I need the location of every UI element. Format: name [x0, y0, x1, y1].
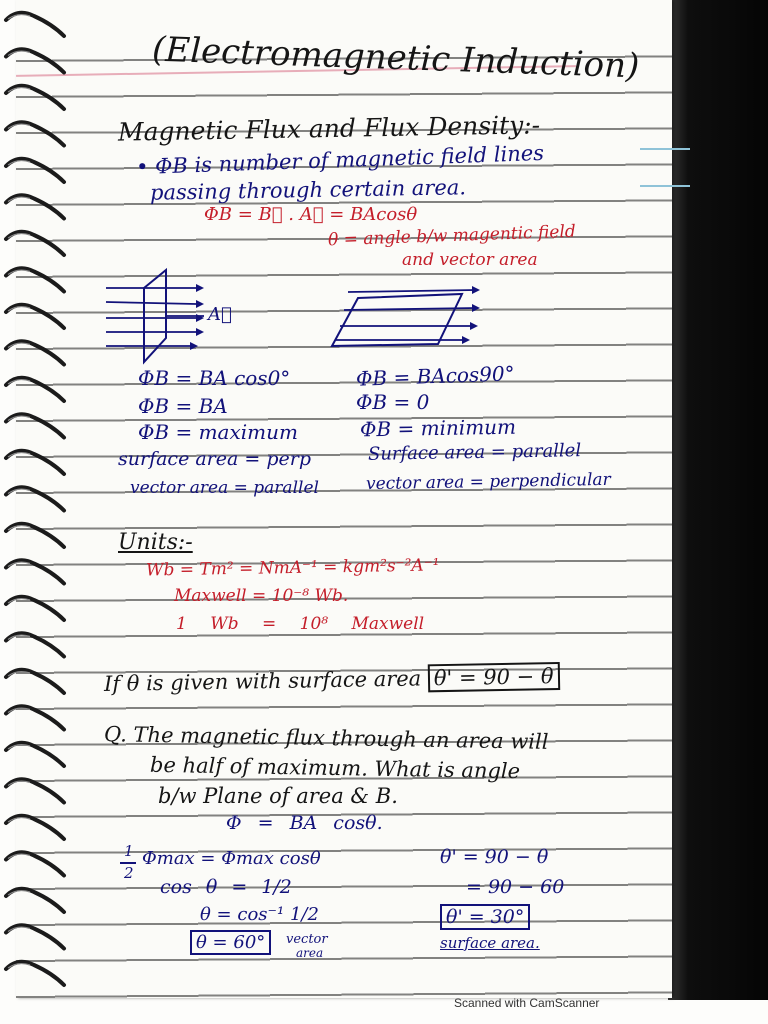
theta-note-text: If θ is given with surface area — [103, 666, 422, 696]
fraction-denominator: 2 — [124, 864, 134, 882]
theta-definition-1: θ = angle b/w magentic field — [327, 221, 577, 251]
spiral-ring — [6, 487, 64, 510]
spiral-ring — [6, 49, 64, 72]
spiral-ring — [6, 706, 64, 729]
spiral-ring — [6, 451, 64, 474]
spiral-ring — [6, 633, 64, 656]
question-line-3: b/w Plane of area & B. — [158, 784, 398, 808]
spiral-ring — [6, 889, 64, 912]
theta-note-boxed: θ' = 90 − θ — [428, 662, 560, 692]
fraction-numerator: 1 — [124, 842, 134, 860]
flux-formula: ΦB = B⃗ . A⃗ = BAcosθ — [204, 204, 418, 225]
spiral-ring — [6, 195, 64, 218]
page-title: (Electromagnetic Induction) — [151, 29, 640, 87]
spiral-ring — [6, 816, 64, 839]
units-line-1: Wb = Tm² = NmA⁻¹ = kgm²s⁻²A⁻¹ — [145, 555, 440, 581]
spiral-ring — [6, 122, 64, 145]
units-heading: Units:- — [118, 530, 193, 555]
question-line-2: be half of maximum. What is angle — [149, 752, 521, 784]
dark-background-edge — [668, 0, 768, 1000]
theta-definition-2: and vector area — [402, 250, 538, 270]
left-case-line-1: ΦB = BA cos0° — [138, 366, 291, 390]
definition-line-1: • ΦB is number of magnetic field lines — [135, 140, 545, 180]
question-line-1: Q. The magnetic flux through an area will — [103, 722, 549, 754]
spiral-ring — [6, 378, 64, 401]
solution-right-boxed: θ' = 30° — [440, 904, 530, 930]
blue-rule — [640, 185, 690, 187]
spiral-ring — [6, 962, 64, 985]
spiral-ring — [6, 560, 64, 583]
spiral-ring — [6, 670, 64, 693]
area-vector-label: A⃗ — [208, 304, 232, 325]
blue-rule — [640, 148, 690, 150]
spiral-ring — [6, 13, 64, 36]
spiral-ring — [6, 159, 64, 182]
definition-line-2: passing through certain area. — [149, 175, 467, 205]
solution-left-note-1: vector — [286, 932, 328, 947]
scanner-watermark: Scanned with CamScanner — [454, 996, 600, 1010]
parallel-field-figure — [326, 280, 486, 360]
solution-right-note: surface area. — [440, 934, 540, 952]
spiral-ring — [6, 779, 64, 802]
solution-left-boxed: θ = 60° — [190, 930, 271, 955]
left-case-line-3: ΦB = maximum — [138, 420, 298, 444]
solution-right-line-2: = 90 − 60 — [466, 876, 565, 898]
spiral-ring — [6, 597, 64, 620]
right-case-line-2: ΦB = 0 — [356, 390, 430, 414]
spiral-binding — [0, 0, 90, 1000]
question-line-4: Φ = BA cosθ. — [226, 812, 383, 834]
solution-left-line-3: θ = cos⁻¹ 1/2 — [200, 904, 319, 925]
spiral-ring — [6, 852, 64, 875]
left-case-line-5: vector area = parallel — [130, 478, 319, 498]
solution-left-line-2: cos θ = 1/2 — [160, 876, 292, 898]
solution-right-line-1: θ' = 90 − θ — [440, 846, 549, 868]
section-heading: Magnetic Flux and Flux Density:- — [117, 110, 541, 147]
spiral-ring — [6, 341, 64, 364]
right-case-line-1: ΦB = BAcos90° — [355, 361, 516, 391]
right-case-line-5: vector area = perpendicular — [365, 469, 611, 495]
units-line-3: 1 Wb = 10⁸ Maxwell — [176, 614, 425, 634]
left-case-line-4: surface area = perp — [118, 448, 311, 470]
spiral-ring — [6, 414, 64, 437]
spiral-ring — [6, 268, 64, 291]
spiral-ring — [6, 305, 64, 328]
units-line-2: Maxwell = 10⁻⁸ Wb. — [174, 586, 349, 606]
left-case-line-2: ΦB = BA — [138, 394, 228, 418]
solution-left-line-1: Φmax = Φmax cosθ — [142, 848, 321, 869]
solution-left-note-2: area — [296, 946, 324, 960]
spiral-ring — [6, 743, 64, 766]
spiral-ring — [6, 925, 64, 948]
right-case-line-3: ΦB = minimum — [359, 414, 517, 442]
right-case-line-4: Surface area = parallel — [367, 440, 582, 465]
spiral-ring — [6, 86, 64, 109]
spiral-ring — [6, 232, 64, 255]
spiral-ring — [6, 524, 64, 547]
